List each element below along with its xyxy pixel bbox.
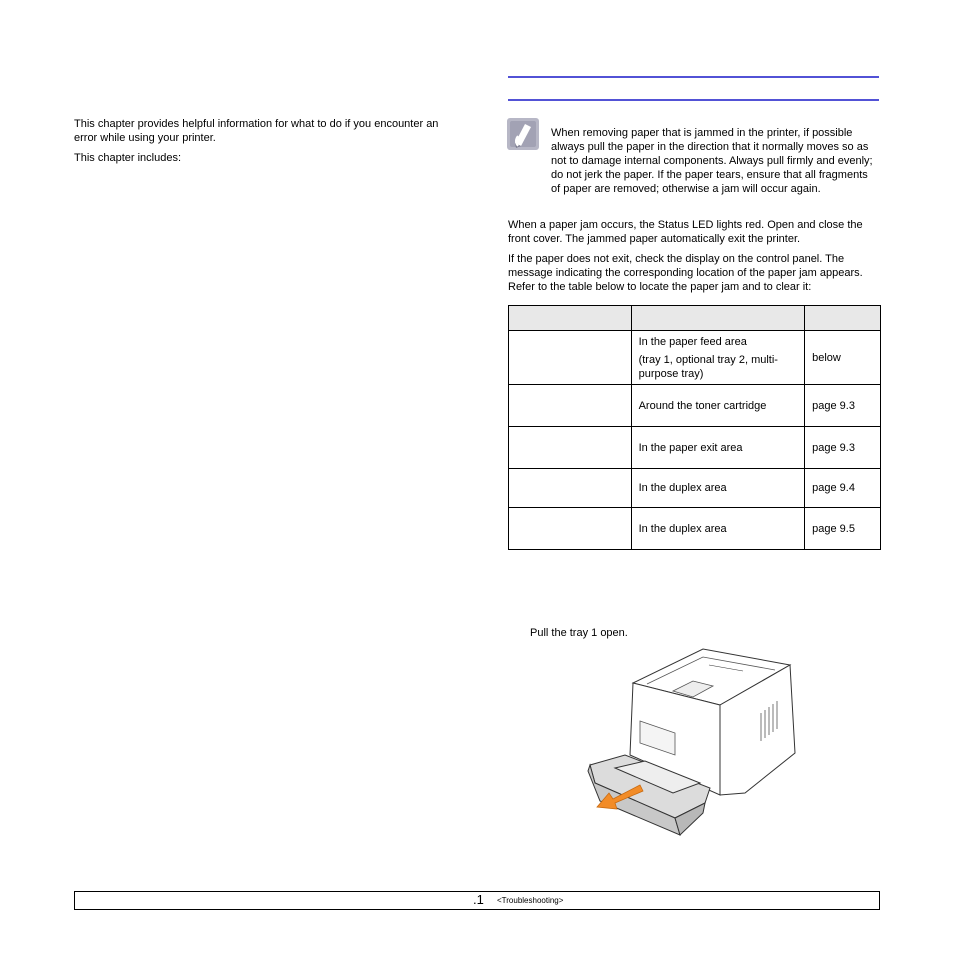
- table-cell-location: In the paper exit area: [631, 427, 805, 469]
- table-header-cell: [805, 306, 881, 331]
- table-cell-message: [509, 508, 632, 550]
- table-cell-reference: page 9.5: [805, 508, 881, 550]
- table-header-cell: [631, 306, 805, 331]
- location-line: In the paper feed area: [638, 335, 747, 348]
- heading-rule-bottom: [508, 99, 879, 101]
- jam-location-table: [508, 305, 881, 550]
- table-row: [509, 508, 881, 550]
- chapter-includes: This chapter includes:: [74, 152, 181, 164]
- table-row: [509, 331, 881, 385]
- table-cell-location: In the duplex area: [631, 469, 805, 508]
- page-footer: [74, 891, 880, 910]
- table-cell-reference: page 9.4: [805, 469, 881, 508]
- heading-rule-top: [508, 76, 879, 78]
- table-cell-location: In the duplex area: [631, 508, 805, 550]
- body-paragraph-2: If the paper does not exit, check the display on the control panel. The message indicating the corresponding location of the paper jam appears. Refer to the table below to locate the paper jam and to clear it:: [508, 253, 863, 293]
- location-line: (tray 1, optional tray 2, multi-purpose tray): [638, 353, 778, 380]
- footer-section: <Troubleshooting>: [497, 896, 564, 905]
- body-paragraph-1: When a paper jam occurs, the Status LED lights red. Open and close the front cover. The jammed paper automatically exit the printer.: [508, 219, 863, 245]
- table-row: [509, 385, 881, 427]
- table-cell-message: [509, 469, 632, 508]
- table-row: [509, 427, 881, 469]
- table-cell-reference: page 9.3: [805, 385, 881, 427]
- table-cell-message: [509, 427, 632, 469]
- printer-tray-illustration: [585, 643, 800, 838]
- table-header-cell: [509, 306, 632, 331]
- table-cell-message: [509, 385, 632, 427]
- note-text: When removing paper that is jammed in the printer, if possible always pull the paper in the direction that it normally moves so as not to damage internal components. Always pull firmly and evenly; do not jerk the paper. If the paper tears, ensure that all fragments of paper are removed; otherwise a jam will occur again.: [551, 127, 873, 195]
- note-icon: [506, 117, 540, 151]
- table-cell-location: [631, 331, 805, 385]
- table-cell-reference: below: [805, 331, 881, 385]
- table-header-row: [509, 306, 881, 331]
- table-cell-message: [509, 331, 632, 385]
- page-number: .1: [473, 892, 484, 907]
- table-cell-location: Around the toner cartridge: [631, 385, 805, 427]
- table-row: [509, 469, 881, 508]
- table-cell-reference: page 9.3: [805, 427, 881, 469]
- chapter-intro: This chapter provides helpful information for what to do if you encounter an error while using your printer.: [74, 118, 439, 144]
- step-text: Pull the tray 1 open.: [530, 627, 628, 639]
